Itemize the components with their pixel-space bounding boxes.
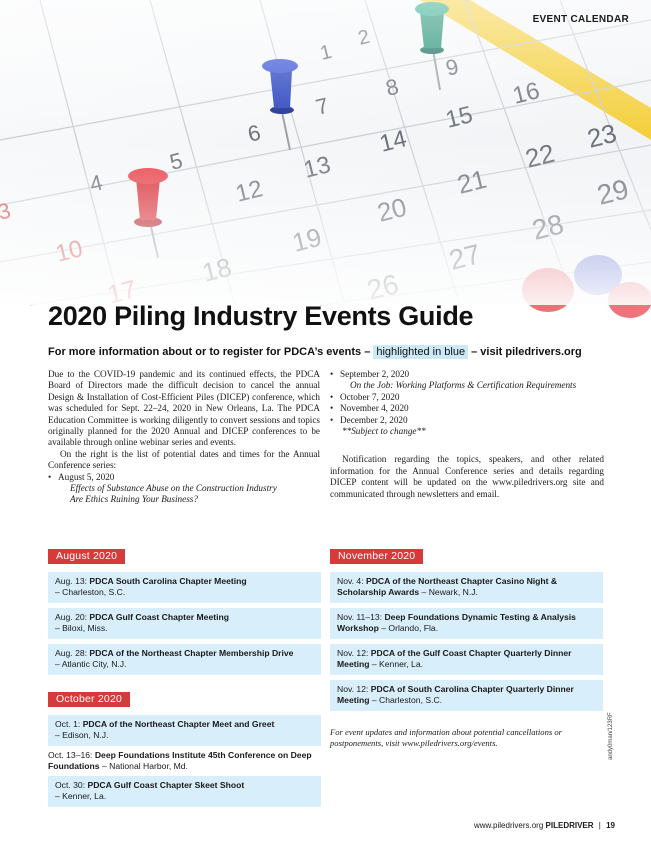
page-title: 2020 Piling Industry Events Guide	[48, 301, 474, 331]
subtitle-after: – visit piledrivers.org	[471, 346, 582, 358]
event-item	[48, 715, 321, 746]
bullet-text: November 4, 2020	[340, 403, 409, 414]
intro-right-column	[330, 369, 604, 500]
event-name: PDCA of the Northeast Chapter Meet and Greet	[82, 719, 275, 729]
bullet-text: December 2, 2020	[340, 414, 408, 425]
month-header-november: November 2020	[330, 549, 423, 564]
event-name: PDCA Gulf Coast Chapter Skeet Shoot	[87, 780, 245, 790]
event-location: – Atlantic City, N.J.	[55, 658, 127, 669]
event-name: Deep Foundations Institute 45th Conference on Deep Foundations	[48, 750, 312, 771]
subtitle-before: For more information about or to register for PDCA’s events –	[48, 346, 371, 358]
event-date: Oct. 13–16:	[48, 750, 93, 760]
event-date: Oct. 30:	[55, 780, 86, 790]
event-name: PDCA of the Gulf Coast Chapter Quarterly Dinner Meeting	[337, 648, 572, 669]
event-name: PDCA of South Carolina Chapter Quarterly Dinner Meeting	[337, 684, 574, 705]
event-item	[48, 608, 321, 639]
event-location: – Biloxi, Miss.	[55, 622, 108, 633]
intro-left-column	[48, 369, 320, 506]
event-date: Aug. 13:	[55, 576, 88, 586]
event-updates-note: For event updates and information about potential cancellations or postponements, visit www.piledrivers.org/events.	[330, 727, 563, 748]
event-item	[48, 644, 321, 675]
event-name: Deep Foundations Dynamic Testing & Analysis Workshop	[337, 612, 576, 633]
photo-credit: andy0man/123RF	[608, 712, 614, 760]
bullet-icon: •	[330, 414, 334, 425]
section-tag: EVENT CALENDAR	[532, 14, 629, 25]
event-item	[48, 572, 321, 603]
event-location: – Newark, N.J.	[421, 586, 478, 597]
intro-paragraph-2: On the right is the list of potential dates and times for the Annual Conference series:	[48, 448, 320, 471]
subtitle	[48, 346, 608, 358]
bullet-subtopic: Effects of Substance Abuse on the Construction Industry	[70, 483, 277, 494]
calendar-illustration	[0, 0, 651, 305]
page-footer	[474, 821, 615, 830]
event-item	[330, 680, 603, 711]
event-item	[48, 776, 321, 807]
event-item	[46, 746, 321, 774]
event-location: – Charleston, S.C.	[371, 694, 443, 705]
list-item	[330, 392, 604, 403]
bullet-icon: •	[48, 471, 52, 482]
event-location: – National Harbor, Md.	[101, 760, 188, 771]
list-item	[48, 472, 320, 483]
event-item	[330, 572, 603, 603]
bullet-subtopic: Are Ethics Ruining Your Business?	[70, 494, 198, 505]
event-name: PDCA of the Northeast Chapter Membership Drive	[89, 648, 294, 658]
footer-separator: |	[598, 821, 601, 830]
event-date: Oct. 1:	[55, 719, 81, 729]
event-location: – Kenner, La.	[371, 658, 423, 669]
footer-magazine: PILEDRIVER	[545, 821, 594, 830]
list-item	[330, 369, 604, 380]
event-date: Nov. 12:	[337, 684, 369, 694]
bullet-subtopic: On the Job: Working Platforms & Certification Requirements	[350, 380, 577, 391]
month-header-october: October 2020	[48, 692, 130, 707]
footer-url: www.piledrivers.org	[473, 821, 544, 830]
event-date: Nov. 11–13:	[337, 612, 383, 622]
event-date: Nov. 4:	[337, 576, 364, 586]
notification-paragraph: Notification regarding the topics, speakers, and other related information for the Annual Conference series and details regarding DICEP content will be updated on the www.piledrivers.org site and communicated through newsletters and email.	[330, 454, 604, 499]
bullet-text: August 5, 2020	[58, 471, 115, 482]
event-location: – Edison, N.J.	[55, 729, 109, 740]
event-name: PDCA South Carolina Chapter Meeting	[89, 576, 247, 586]
subject-to-change-note: **Subject to change**	[342, 426, 426, 437]
intro-paragraph-1: Due to the COVID-19 pandemic and its continued effects, the PDCA Board of Directors made the difficult decision to cancel the annual Design & Installation of Cost-Efficient Piles (DICEP) conference, which was scheduled for Sept. 22–24, 2020 in New Orleans, La. The PDCA Education Committee is working diligently to convert sessions and topics originally planned for the 2020 Annual and DICEP conferences to be available through online webinar series and events.	[48, 369, 320, 448]
event-name: PDCA Gulf Coast Chapter Meeting	[89, 612, 229, 622]
event-location: – Kenner, La.	[55, 790, 107, 801]
event-name: PDCA of the Northeast Chapter Casino Night & Scholarship Awards	[337, 576, 558, 597]
event-location: – Orlando, Fla.	[381, 622, 439, 633]
event-item	[330, 644, 603, 675]
event-date: Aug. 20:	[55, 612, 88, 622]
page-number: 19	[606, 821, 615, 830]
event-item	[330, 608, 603, 639]
bullet-icon: •	[330, 369, 334, 379]
event-date: Nov. 12:	[337, 648, 369, 658]
bullet-icon: •	[330, 391, 334, 402]
subtitle-highlight: highlighted in blue	[373, 345, 468, 359]
list-item	[330, 415, 604, 426]
hero-calendar-photo	[0, 0, 651, 305]
bullet-text: September 2, 2020	[340, 369, 410, 379]
list-item	[330, 403, 604, 414]
bullet-icon: •	[330, 403, 334, 414]
event-location: – Charleston, S.C.	[55, 586, 126, 597]
month-header-august: August 2020	[48, 549, 125, 564]
event-date: Aug. 28:	[55, 648, 88, 658]
bullet-text: October 7, 2020	[340, 391, 400, 402]
